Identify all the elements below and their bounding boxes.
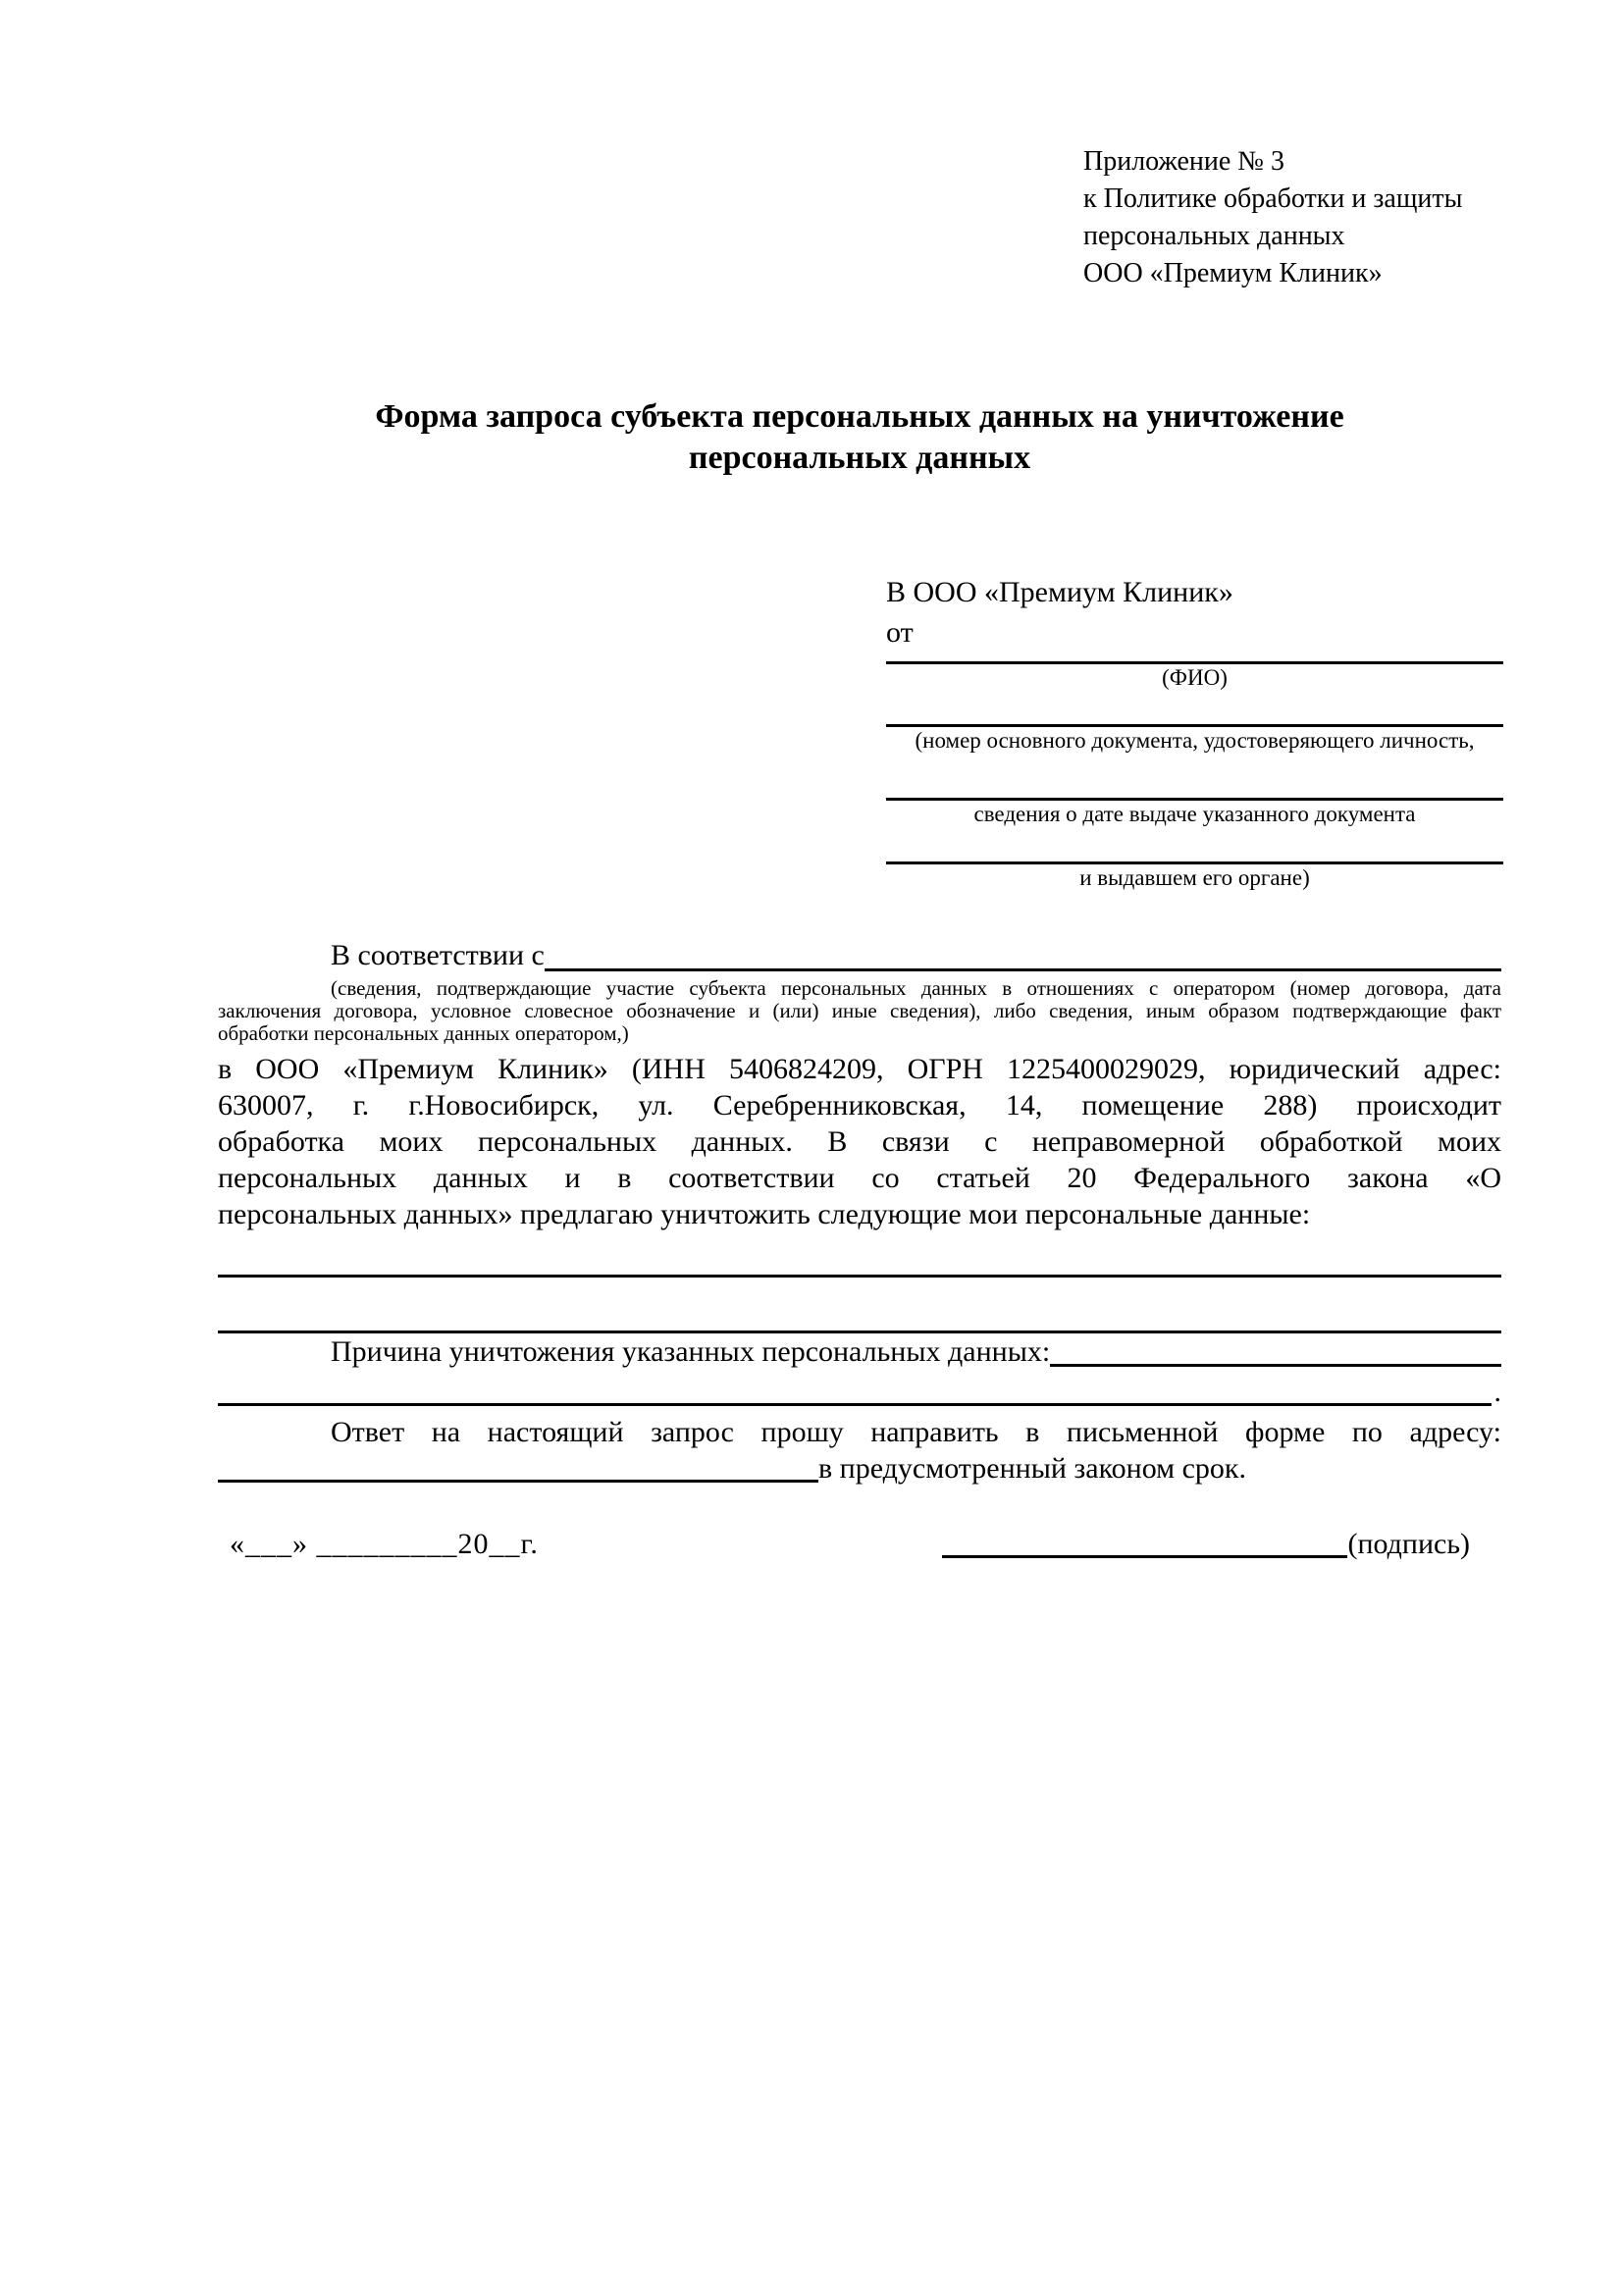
note-line: заключения договора, условное словесное обозначение и (или) иные сведения), либо сведения, иным образом подтверждающие факт	[218, 999, 1501, 1022]
note-line: обработки персональных данных оператором,)	[218, 1021, 629, 1045]
reason-row	[218, 1333, 1501, 1371]
reason-blank-line	[1050, 1333, 1501, 1367]
lead-blank-line	[545, 934, 1501, 971]
id-document-field-line	[886, 691, 1503, 727]
signature-caption: (подпись)	[1347, 1528, 1470, 1560]
fio-field-line	[886, 652, 1503, 664]
personal-data-blank-line-1	[218, 1232, 1501, 1278]
appendix-line: к Политике обработки и защиты	[1083, 183, 1463, 214]
issue-date-caption: сведения о дате выдаче указанного документа	[973, 802, 1416, 826]
body-line: обработка моих персональных данных. В связи с неправомерной обработкой моих	[218, 1125, 1501, 1158]
body-line: в ООО «Премиум Клиник» (ИНН 5406824209, ОГРН 1225400029029, юридический адрес:	[218, 1053, 1501, 1085]
signature-blank-line	[942, 1524, 1347, 1558]
body-paragraph	[218, 1051, 1501, 1232]
reason-label: Причина уничтожения указанных персональных данных:	[331, 1335, 1051, 1368]
addressee-to: В ООО «Премиум Клиник»	[886, 576, 1233, 608]
response-request: Ответ на настоящий запрос прошу направить в письменной форме по адресу:	[331, 1416, 1501, 1448]
addressee-from-label: от	[886, 616, 914, 649]
date-signature-row	[218, 1524, 1501, 1565]
appendix-line: ООО «Премиум Клиник»	[1083, 258, 1383, 288]
form-title-line: Форма запроса субъекта персональных данных на уничтожение	[375, 398, 1344, 435]
period: .	[1493, 1376, 1501, 1408]
issuing-authority-field-line	[886, 827, 1503, 864]
issue-date-field-line	[886, 754, 1503, 801]
form-title	[218, 396, 1501, 479]
response-tail: в предусмотренный законом срок.	[818, 1452, 1246, 1485]
date-blank: «___» _________20__г.	[230, 1528, 539, 1560]
statement-block	[218, 934, 1501, 1565]
address-row	[218, 1450, 1501, 1487]
body-line: персональных данных» предлагаю уничтожить следующие мои персональные данные:	[218, 1198, 1311, 1230]
issuing-authority-caption: и выдавшем его органе)	[1079, 865, 1310, 890]
id-document-caption: (номер основного документа, удостоверяющего личность,	[915, 728, 1475, 753]
appendix-line: Приложение № 3	[1083, 146, 1284, 177]
signature-group	[942, 1524, 1470, 1565]
statement-lead: В соответствии с	[331, 939, 545, 971]
appendix-note	[1083, 143, 1462, 292]
addressee-block	[886, 572, 1503, 891]
fio-caption: (ФИО)	[1162, 665, 1228, 690]
personal-data-blank-line-2	[218, 1278, 1501, 1333]
body-line: 630007, г. г.Новосибирск, ул. Серебренниковская, 14, помещение 288) происходит	[218, 1089, 1501, 1122]
body-line: персональных данных и в соответствии со статьей 20 Федерального закона «О	[218, 1162, 1501, 1194]
lead-row	[218, 934, 1501, 977]
form-title-line: персональных данных	[688, 440, 1031, 476]
legal-basis-note	[218, 977, 1501, 1045]
reason-continuation-blank-line	[218, 1371, 1492, 1406]
note-line: (сведения, подтверждающие участие субъекта персональных данных в отношениях с оператором (номер договора, дата	[331, 976, 1501, 1000]
appendix-line: персональных данных	[1083, 221, 1345, 251]
reason-continuation-row	[218, 1371, 1501, 1414]
address-blank-line	[218, 1450, 818, 1483]
